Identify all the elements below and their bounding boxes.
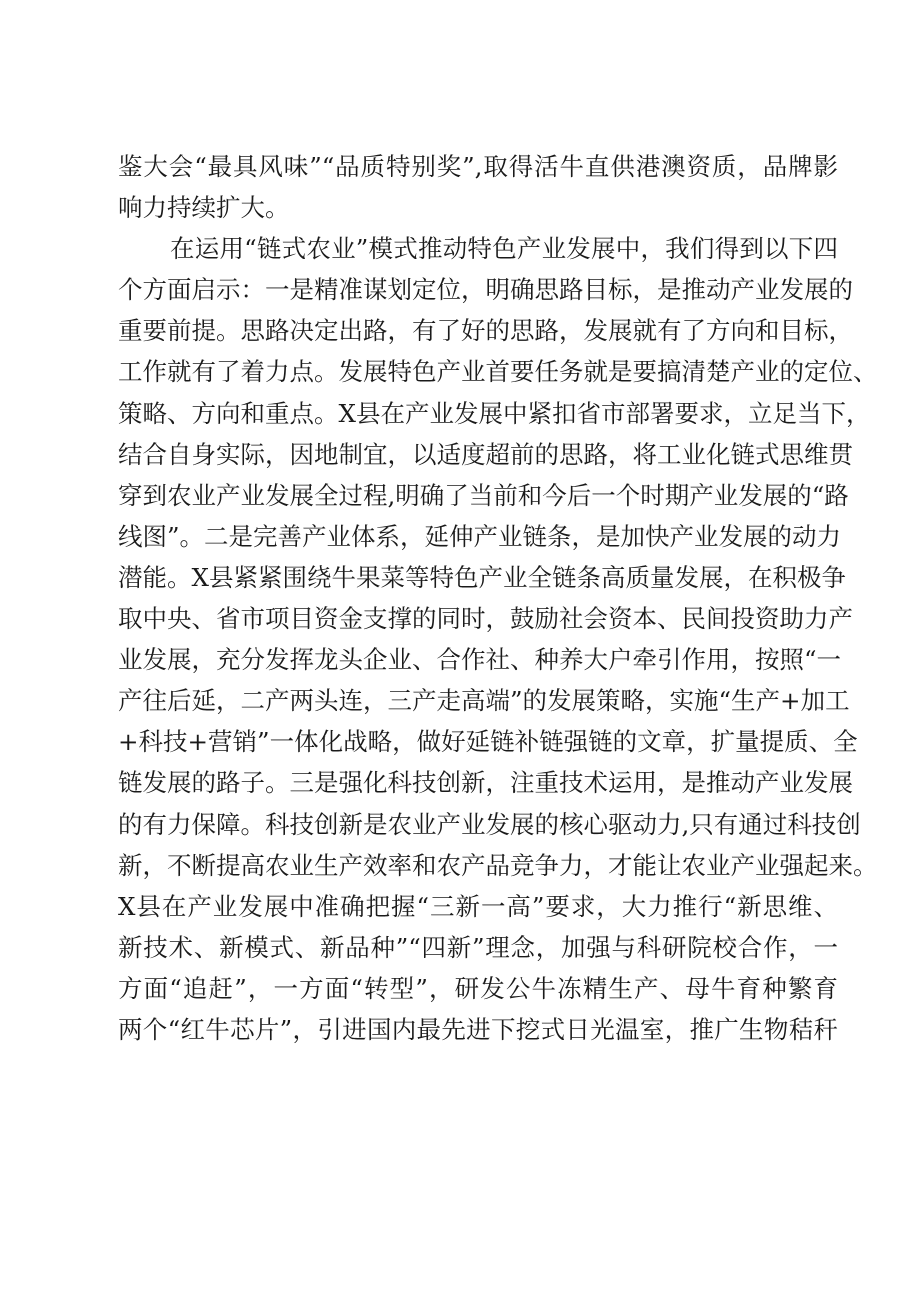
text-line: 两个“红牛芯片”，引进国内最先进下挖式日光温室，推广生物秸秆 — [118, 1014, 838, 1044]
text-line: 鉴大会“最具风味”“品质特别奖”,取得活牛直供港澳资质，品牌影 — [118, 152, 838, 181]
text-line: 结合自身实际，因地制宜，以适度超前的思路，将工业化链式思维贯 — [118, 439, 853, 469]
text-line: 方面“追赶”，一方面“转型”，研发公牛冻精生产、母牛育种繁育 — [118, 973, 838, 1003]
text-line: 策略、方向和重点。X县在产业发展中紧扣省市部署要求，立足当下， — [118, 398, 871, 428]
text-line: 个方面启示：一是精准谋划定位，明确思路目标，是推动产业发展的 — [118, 275, 853, 305]
document-body — [118, 146, 878, 1050]
text-line: 潜能。X县紧紧围绕牛果菜等特色产业全链条高质量发展，在积极争 — [118, 562, 846, 592]
text-line: 业发展，充分发挥龙头企业、合作社、种养大户牵引作用，按照“一 — [118, 645, 842, 675]
text-line: +科技+营销”一体化战略，做好延链补链强链的文章，扩量提质、全 — [118, 727, 858, 757]
text-line: 取中央、省市项目资金支撑的同时，鼓励社会资本、民间投资助力产 — [118, 604, 853, 634]
text-line: 工作就有了着力点。发展特色产业首要任务就是要搞清楚产业的定位、 — [118, 357, 878, 387]
text-line: 线图”。二是完善产业体系，延伸产业链条，是加快产业发展的动力 — [118, 521, 842, 551]
text-line: 在运用“链式农业”模式推动特色产业发展中，我们得到以下四 — [170, 234, 838, 264]
text-line: 新技术、新模式、新品种”“四新”理念，加强与科研院校合作，一 — [118, 932, 838, 962]
text-line: X县在产业发展中准确把握“三新一高”要求，大力推行“新思维、 — [118, 891, 838, 921]
text-line: 穿到农业产业发展全过程,明确了当前和今后一个时期产业发展的“路 — [118, 480, 849, 510]
paragraph-2 — [118, 228, 878, 1050]
paragraph-1 — [118, 146, 838, 228]
text-line: 产往后延，二产两头连，三产走高端”的发展策略，实施“生产+加工 — [118, 686, 850, 716]
text-line: 响力持续扩大。 — [118, 193, 290, 223]
text-line: 重要前提。思路决定出路，有了好的思路，发展就有了方向和目标， — [118, 316, 853, 346]
text-line: 新，不断提高农业生产效率和农产品竞争力，才能让农业产业强起来。 — [118, 850, 878, 880]
text-line: 的有力保障。科技创新是农业产业发展的核心驱动力,只有通过科技创 — [118, 809, 861, 839]
text-line: 链发展的路子。三是强化科技创新，注重技术运用，是推动产业发展 — [118, 768, 853, 798]
